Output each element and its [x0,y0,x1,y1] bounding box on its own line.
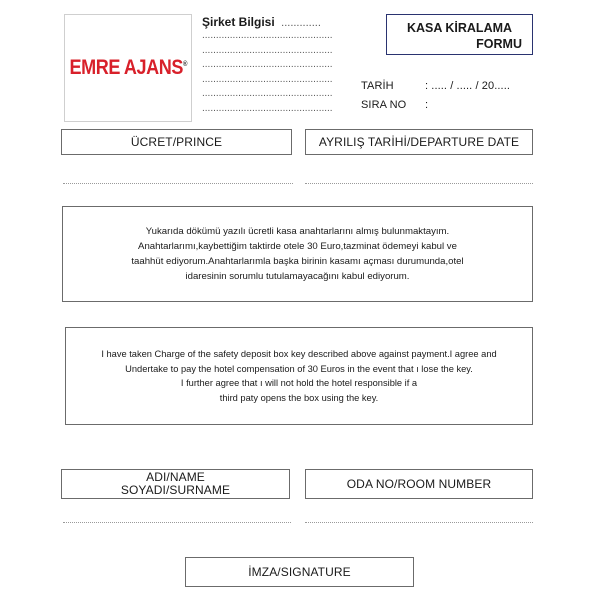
company-line-5: ............................................... [202,88,333,99]
logo-registered-mark: ® [182,61,187,68]
company-line-6: ............................................... [202,102,333,114]
english-line-3: I further agree that ı will not hold the hotel responsible if a [180,378,418,388]
name-field-label [61,469,290,499]
form-title-box [386,14,533,55]
signature-field[interactable] [185,557,414,587]
company-line-2: ............................................... [202,44,333,56]
company-line-1: ............................................... [202,30,333,41]
logo-box [64,14,192,122]
english-line-1: I have taken Charge of the safety deposit box key described above against payment.I agree and [101,349,497,359]
turkish-terms-box [62,206,533,302]
turkish-line-2: Anahtarlarımı,kaybettiğim taktirde otele 30 Euro,tazminat ödemeyi kabul ve [138,241,457,252]
turkish-terms-text [131,224,463,284]
price-field-label [61,129,292,155]
company-lead-dots: ............. [281,17,321,29]
name-input-line[interactable] [63,522,291,523]
room-label-text: ODA NO/ROOM NUMBER [346,477,492,491]
signature-label-text: İMZA/SIGNATURE [248,565,351,579]
form-title-line1: KASA KİRALAMA [406,21,513,35]
logo-text: EMRE AJANS [69,56,183,79]
company-line-4: ............................................... [202,73,333,85]
surname-label-text: SOYADI/SURNAME [120,483,231,497]
date-label: TARİH [361,80,394,92]
company-line-3: ............................................... [202,59,333,70]
english-line-4: third paty opens the box using the key. [219,392,379,403]
company-lines [202,29,336,116]
date-value[interactable]: : ..... / ..... / 20..... [425,80,511,92]
room-field-label [305,469,533,499]
sira-value[interactable]: : [425,99,429,111]
turkish-line-1: Yukarıda dökümü yazılı ücretli kasa anahtarlarını almış bulunmaktayım. [145,226,450,237]
departure-label-text: AYRILIŞ TARİHİ/DEPARTURE DATE [318,135,520,149]
room-input-line[interactable] [305,522,533,523]
name-label-text: ADI/NAME [146,470,205,484]
logo [69,56,186,80]
form-title-line2: FORMU [476,37,522,51]
turkish-line-3: taahhüt ediyorum.Anahtarlarımla başka birinin kasamı açması durumunda,otel [131,256,464,267]
english-terms-text [101,347,496,405]
english-terms-box [65,327,533,425]
company-label: Şirket Bilgisi [202,15,275,29]
turkish-line-4: idaresinin sorumlu tutulamayacağını kabul ediyorum. [185,271,410,282]
price-input-line[interactable] [63,183,293,184]
english-line-2: Undertake to pay the hotel compensation of 30 Euros in the event that ı lose the key. [125,363,473,374]
price-label-text: ÜCRET/PRINCE [130,135,223,149]
departure-input-line[interactable] [305,183,533,184]
sira-label: SIRA NO [361,99,407,111]
departure-field-label [305,129,533,155]
